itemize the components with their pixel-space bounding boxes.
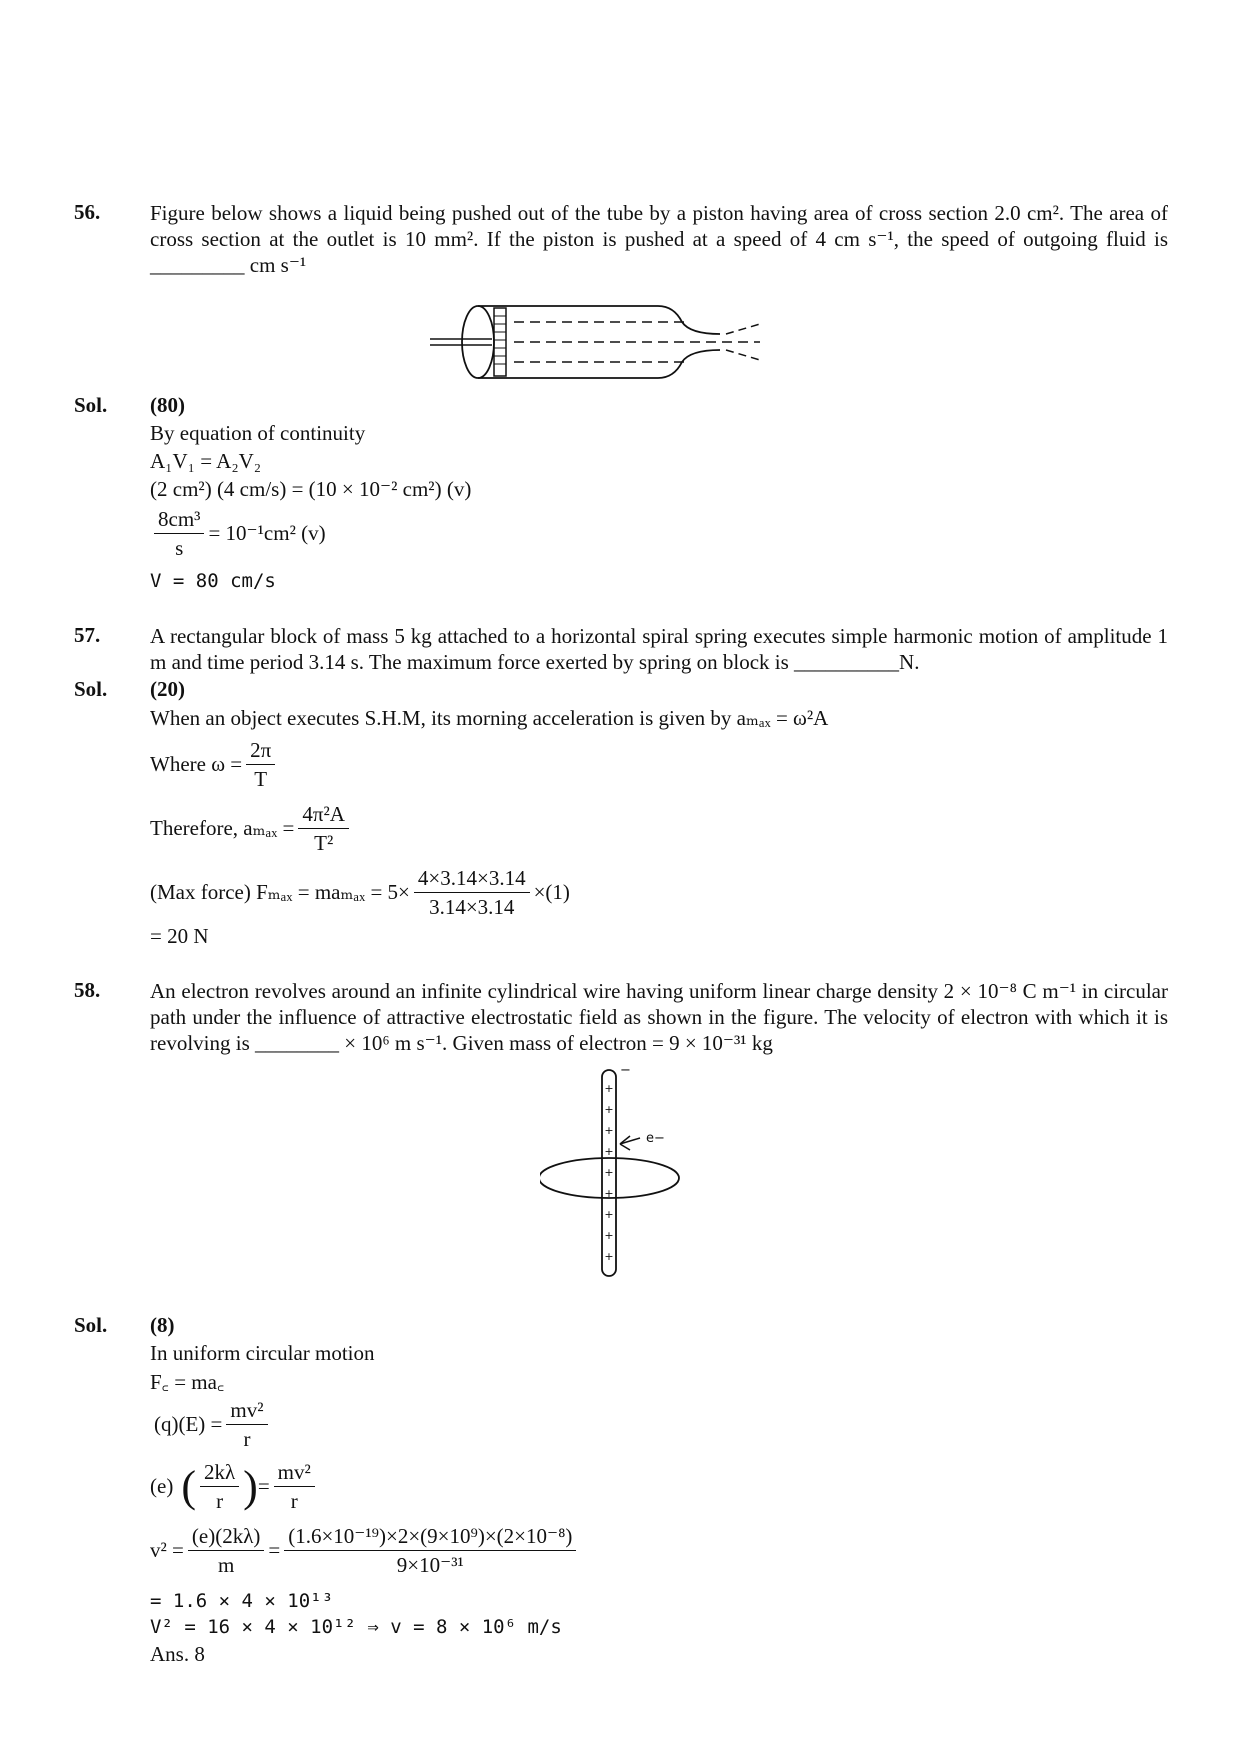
q56-frac-den: s [175,536,184,560]
q57-where-equation [150,736,279,793]
q57-max-num: 4×3.14×3.14 [414,864,530,893]
q57-answer: (20) [150,677,185,701]
q56-line-3: (2 cm²) (4 cm/s) = (10 × 10⁻² cm²) (v) [150,477,472,501]
q58-qe-fraction [226,1396,267,1453]
q58-v2-equation: v² = $\frac{(e)(2k\lambda)}{m}$ = $\frac{\text{(1.6×10⁻¹⁹)×2×(9×10⁹)×(2×10⁻⁸)}}{\text{9×10⁻³¹}}$ [150,1522,580,1579]
q57-max-den: 3.14×3.14 [429,895,515,919]
q58-question-text: An electron revolves around an infinite cylindrical wire having uniform linear charge density 2 × 10⁻⁸ C m⁻¹ in circular path under the influence of attractive electrostatic field as shown in the figure. The velocity of electron with which it is revolving is ________ × 10⁶ m s⁻¹. Given mass of electron = 9 × 10⁻³¹ kg [150,979,1168,1055]
q58-qe-den: r [243,1427,251,1451]
q57-sol-label: Sol. [74,677,108,701]
q56-question-text: Figure below shows a liquid being pushed out of the tube by a piston having area of cross section 2.0 cm². The area of cross section at the outlet is 10 mm². If the piston is pushed at a speed of 4 cm s⁻¹, the speed of outgoing fluid is _________ cm s⁻¹ [150,201,1168,277]
svg-text:+: + [604,1187,614,1200]
q58-step-2: V² = 16 × 4 × 10¹² ⇒ v = 8 × 10⁶ m/s [150,1616,562,1638]
svg-text:+: + [604,1124,614,1137]
q58-v2-fraction-1 [188,1522,264,1579]
q56-sol-label: Sol. [74,393,108,417]
q58-e-equation: (e) ( $\frac{2k\lambda}{r}$ ) = $\frac{\text{mv²}}{r}$ [150,1458,319,1515]
q56-frac-rhs: = 10⁻¹cm² (v) [208,521,326,545]
q56-fraction [154,505,204,562]
q58-v2-label: v² = [150,1538,184,1562]
q58-line-1: In uniform circular motion [150,1341,375,1365]
svg-text:+: + [604,1250,614,1263]
svg-text:+: + [604,1082,614,1095]
q58-qe-num: mv² [226,1396,267,1425]
q57-max-tail: ×(1) [533,880,570,904]
q57-therefore-equation [150,800,353,857]
q57-therefore-fraction [298,800,349,857]
q56-number: 56. [74,200,101,224]
q58-line-2: F꜀ = ma꜀ [150,1370,225,1394]
piston-tube-figure [430,300,810,384]
q57-where-num: 2π [246,736,275,765]
q57-therefore-den: T² [314,831,334,855]
q58-e-num: 2kλ [200,1458,239,1487]
q57-max-fraction [414,864,530,921]
q58-e-rhs-num: mv² [274,1458,315,1487]
q58-v2-num2: (1.6×10⁻¹⁹)×2×(9×10⁹)×(2×10⁻⁸) [284,1522,576,1551]
svg-text:+: + [604,1145,614,1158]
wire-top-label: − [620,1063,631,1078]
q58-v2-den1: m [217,1553,235,1577]
paren-open: ( [181,1462,196,1511]
q56-line-1: By equation of continuity [150,421,366,445]
q56-answer: (80) [150,393,185,417]
q58-answer: (8) [150,1313,175,1337]
q57-therefore-num: 4π²A [298,800,349,829]
q58-v2-den2: 9×10⁻³¹ [396,1553,464,1577]
q57-therefore-label: Therefore, aₘₐₓ = [150,816,295,840]
svg-text:+: + [604,1103,614,1116]
q58-v2-num1: (e)(2kλ) [188,1522,264,1551]
q56-fraction-equation [150,505,326,562]
q58-qe-equation [154,1396,272,1453]
paren-close: ) [243,1462,258,1511]
q57-number: 57. [74,623,101,647]
q58-sol-label: Sol. [74,1313,108,1337]
svg-text:+: + [604,1229,614,1242]
q58-number: 58. [74,978,101,1002]
svg-text:+: + [604,1208,614,1221]
q58-e-rhs-den: r [290,1489,298,1513]
electron-label: e− [646,1131,665,1146]
q58-answer-line: Ans. 8 [150,1642,205,1666]
q56-result: V = 80 cm/s [150,570,276,592]
q58-e-den: r [216,1489,224,1513]
q57-max-force-equation [150,864,570,921]
svg-text:+: + [604,1166,614,1179]
q58-e-rhs-fraction [274,1458,315,1515]
charged-wire-figure [540,1062,700,1284]
q57-question-text: A rectangular block of mass 5 kg attached to a horizontal spiral spring executes simple harmonic motion of amplitude 1 m and time period 3.14 s. The maximum force exerted by spring on block is __________N. [150,624,1168,674]
q58-v2-fraction-2 [284,1522,576,1579]
q56-frac-num: 8cm³ [154,505,204,534]
q57-line-1: When an object executes S.H.M, its morning acceleration is given by aₘₐₓ = ω²A [150,706,829,730]
q57-where-label: Where ω = [150,752,243,776]
q56-line-2: A₁V₁ = A₂V₂ [150,449,262,473]
q58-step-1: = 1.6 × 4 × 10¹³ [150,1590,334,1612]
q58-qe-label: (q)(E) = [154,1412,223,1436]
q57-result: = 20 N [150,924,209,948]
q57-where-fraction [246,736,275,793]
q58-e-label: (e) [150,1474,174,1498]
q58-e-fraction [200,1458,239,1515]
q57-where-den: T [254,767,268,791]
q57-max-label: (Max force) Fₘₐₓ = maₘₐₓ = 5× [150,880,410,904]
